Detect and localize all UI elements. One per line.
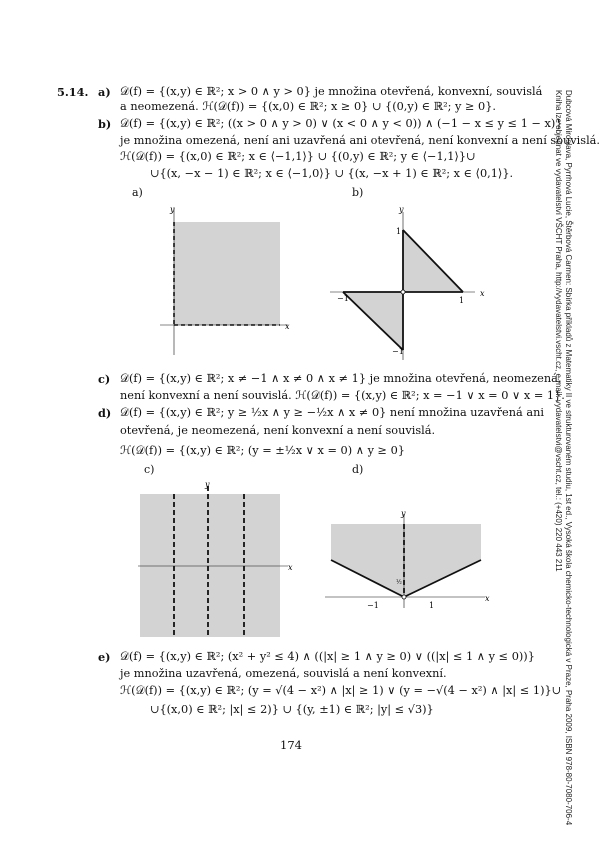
figure-d-region [331,524,481,597]
figure-d-x-label: x [485,594,490,603]
part-e-line3: ℋ(𝒟(f)) = {(x,y) ∈ ℝ²; (y = √(4 − x²) ∧ |x| ≥ 1) ∨ (y = −√(4 − x²) ∧ |x| ≤ 1)}∪ [120,684,562,697]
side-note [553,90,573,826]
part-b-line1: 𝒟(f) = {(x,y) ∈ ℝ²; ((x > 0 ∧ y > 0) ∨ (x < 0 ∧ y < 0)) ∧ (−1 − x ≤ y ≤ 1 − x)} [120,117,563,130]
part-e-line1: 𝒟(f) = {(x,y) ∈ ℝ²; (x² + y² ≤ 4) ∧ ((|x| ≥ 1 ∧ y ≥ 0) ∨ ((|x| ≤ 1 ∧ y ≤ 0))} [120,650,535,663]
figure-d-tick-1: 1 [429,601,435,610]
part-e-line4: ∪{(x,0) ∈ ℝ²; |x| ≤ 2)} ∪ {(y, ±1) ∈ ℝ²; |y| ≤ √3)} [150,703,434,716]
part-d-letter: d) [98,406,112,420]
figure-b-tick-y1: 1 [396,227,402,236]
figure-c-region [140,494,280,637]
figure-b [330,200,490,365]
figure-b-tick-yneg1: −1 [392,347,404,356]
part-a-line2: a neomezená. ℋ(𝒟(f)) = {(x,0) ∈ ℝ²; x ≥ 0} ∪ {(0,y) ∈ ℝ²; y ≥ 0}. [120,100,497,113]
figure-b-caption: b) [352,186,364,199]
part-c-letter: c) [98,372,111,386]
figure-d-caption: d) [352,463,364,476]
figure-c-caption: c) [144,463,155,476]
part-c-line2: není konvexní a není souvislá. ℋ(𝒟(f)) = {(x,y) ∈ ℝ²; x = −1 ∨ x = 0 ∨ x = 1}. [120,389,565,402]
figure-d-y-label: y [401,509,406,518]
figure-b-tick-1: 1 [459,296,465,305]
part-c-line1: 𝒟(f) = {(x,y) ∈ ℝ²; x ≠ −1 ∧ x ≠ 0 ∧ x ≠ 1} je množina otevřená, neomezená, [120,372,562,385]
figure-a-region [174,222,280,325]
figure-a-caption: a) [132,186,143,199]
part-e-letter: e) [98,650,111,664]
problem-number: 5.14. [57,85,89,99]
part-d-line3: ℋ(𝒟(f)) = {(x,y) ∈ ℝ²; (y = ±½x ∨ x = 0) ∧ y ≥ 0} [120,444,405,457]
figure-d-origin [402,595,406,599]
figure-b-origin [401,290,405,294]
part-d-line2: otevřená, je neomezená, není konvexní a není souvislá. [120,424,436,437]
figure-a-x-label: x [285,322,290,331]
figure-d [325,508,490,618]
side-note-line1: Dubcová Miroslava, Pyrrhová Lucie, Štěrbová Carmen: Sbírka příkladů z Matematiky II ve strukturovaném studiu, 1st ed., Vysoká škola chemicko-technologická v Praze, Praha 2009, ISBN 978-80-7080-706-4 [564,90,573,826]
part-a-letter: a) [98,85,111,99]
part-d-line1: 𝒟(f) = {(x,y) ∈ ℝ²; y ≥ ½x ∧ y ≥ −½x ∧ x ≠ 0} není množina uzavřená ani [120,406,544,419]
figure-a [160,200,300,360]
figure-a-y-label: y [170,205,175,214]
figure-c-x-label: x [288,563,293,572]
figure-b-y-label: y [399,205,404,214]
figure-d-origin-label: ½ [396,579,402,586]
figure-b-tick-neg1: −1 [337,294,349,303]
part-e-line2: je množina uzavřená, omezená, souvislá a není konvexní. [120,667,447,680]
figure-c-y-label: y [205,480,210,489]
part-b-letter: b) [98,117,112,131]
figure-c [138,478,298,643]
part-b-line4: ∪{(x, −x − 1) ∈ ℝ²; x ∈ ⟨−1,0⟩} ∪ {(x, −x + 1) ∈ ℝ²; x ∈ ⟨0,1⟩}. [150,167,514,180]
part-a-line1: 𝒟(f) = {(x,y) ∈ ℝ²; x > 0 ∧ y > 0} je množina otevřená, konvexní, souvislá [120,85,543,98]
figure-d-tick-neg1: −1 [367,601,379,610]
part-b-line2: je množina omezená, není ani uzavřená ani otevřená, není konvexní a není souvislá. [120,134,600,147]
figure-b-x-label: x [480,289,485,298]
page-number: 174 [280,738,302,752]
side-note-line2: Kniha lze objednat ve vydavatelství VŠCHT Praha, http://vydavatelstvi.vscht.cz, e-mail: vydavatelstvi@vscht.cz, tel.: (+420) 220 443 211 [554,90,563,572]
part-b-line3: ℋ(𝒟(f)) = {(x,0) ∈ ℝ²; x ∈ ⟨−1,1⟩} ∪ {(0,y) ∈ ℝ²; y ∈ ⟨−1,1⟩}∪ [120,150,476,163]
